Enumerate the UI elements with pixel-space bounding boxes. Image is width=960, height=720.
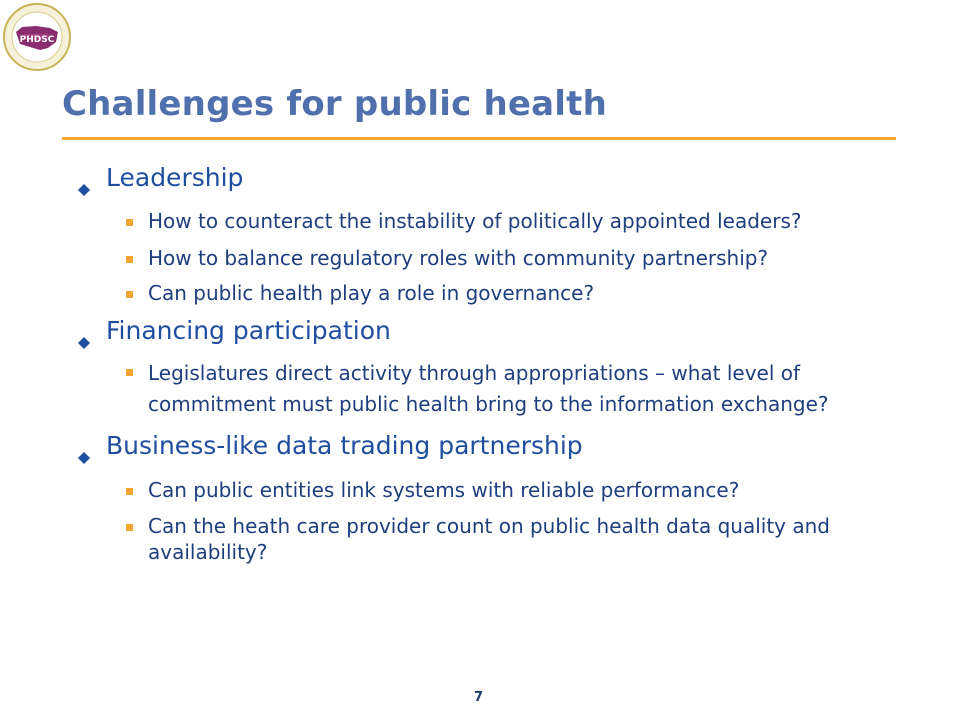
square-bullet-icon (126, 219, 133, 226)
section-heading-leadership (76, 162, 916, 194)
section-heading-text: Business-like data trading partnership (106, 431, 583, 460)
section-heading-data-trading (76, 430, 916, 462)
list-item-text: How to balance regulatory roles with community partnership? (148, 246, 769, 270)
slide-content (76, 160, 916, 565)
list-item (76, 477, 916, 503)
list-item-text: Legislatures direct activity through appropriations – what level of commitment must public health bring to the information exchange? (148, 361, 829, 416)
phdsc-logo-icon (2, 2, 72, 72)
section-heading-text: Leadership (106, 163, 244, 192)
slide-title: Challenges for public health (62, 84, 608, 124)
list-item (76, 358, 916, 420)
svg-text:PHDSC: PHDSC (19, 35, 55, 45)
list-item-text: Can public health play a role in governance? (148, 281, 595, 305)
diamond-bullet-icon (78, 440, 90, 452)
diamond-bullet-icon (78, 172, 90, 184)
phdsc-logo (2, 2, 72, 72)
diamond-bullet-icon (78, 325, 90, 337)
list-item-text: Can public entities link systems with reliable performance? (148, 478, 740, 502)
list-item-text: Can the heath care provider count on public health data quality and availability? (148, 514, 830, 564)
page-number: 7 (474, 690, 484, 705)
square-bullet-icon (126, 524, 133, 531)
square-bullet-icon (126, 256, 133, 263)
section-heading-text: Financing participation (106, 316, 391, 345)
square-bullet-icon (126, 291, 133, 298)
list-item (76, 280, 916, 306)
title-divider (62, 137, 896, 140)
list-item (76, 513, 916, 565)
list-item-text: How to counteract the instability of politically appointed leaders? (148, 209, 802, 233)
list-item (76, 208, 916, 234)
section-heading-financing (76, 315, 916, 347)
square-bullet-icon (126, 369, 133, 376)
list-item (76, 245, 916, 271)
square-bullet-icon (126, 488, 133, 495)
